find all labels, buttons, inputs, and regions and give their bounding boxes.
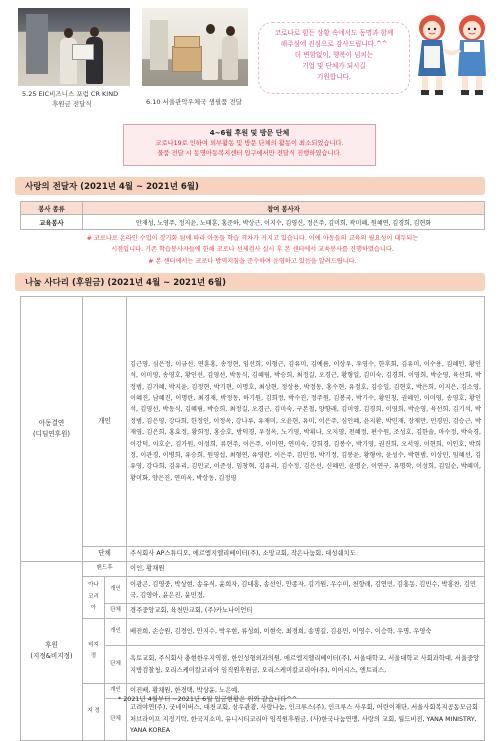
anakorea-corporate-label: 단체 xyxy=(105,604,127,619)
child-sponsorship-label-line1: 아동결연 xyxy=(38,418,65,427)
sponsor-label-line2: (지정&비지정) xyxy=(30,652,73,660)
volunteer-note: # 본 센터에서는 코로나 방역지침을 준수하여 운영하고 있음을 알려드립니다. xyxy=(148,258,357,265)
anakorea-category-line1: 아나 xyxy=(88,582,99,589)
footer-note: * 2021년 4월부터 ~2021년 6월 입금현황은 위와 같습니다^^ xyxy=(118,695,298,703)
photo-caption-right: 6.10 서울관악우체국 생필품 전달 xyxy=(146,98,243,106)
band-donors: 이인, 황채원 xyxy=(127,562,485,577)
volunteer-type-cell: 교육봉사 xyxy=(21,215,83,230)
nondesignated-corporate-label: 단체 xyxy=(105,646,127,684)
nondesignated-category: 비지정 xyxy=(83,619,105,684)
thank-you-line: 기업 및 단체가 되시길 xyxy=(302,62,366,70)
designated-individual-label: 개인 xyxy=(105,684,127,699)
designated-category: 지 정 xyxy=(83,684,105,741)
individual-donors: 김근영, 심은정, 이금선, 연훈홍, 송정현, 임선희, 이형근, 김유미, 김예름, 이상우, 우영수, 한후회, 김유미, 이수용, 김혜인, 황인석, 이미영, 송영호, 황인선, 김영선, 박동식, 김혜림, 박승희, 최정길, 오경근, 황형일, 김미숙, 김경희, 이영희, 박순영, 육선희, 박정범, 김기혜, 박지윤, 김정현, 박기현, 이명호, 최상현, 정상용, 박정동, 홍수현, 유정호, 김승일, 김현호, 박은희, 이지은, 김소영, 이혜진, 남혜진, 이명란, 최경재, 박정동, 하기원, 김희정, 박수진, 정주원, 김봉국, 박기수, 황인칭, 권혜인, 이미영, 송영호, 황인석, 김영선, 박동식, 김혜림, 박승희, 최정길, 오경근, 김미숙, 구본철, 양향래, 김미영, 김경희, 이영희, 박순영, 육선희, 김기석, 박정범, 김은영, 강다희, 한정인, 이정옥, 강나루, 유재미, 오윤현, 유미, 이은주, 심인혜, 윤지환, 박민재, 장재만, 민경민, 김승근, 박재영, 김은희, 홍효정, 황희정, 홍승호, 방덕경, 우정옥, 노기영, 박휘나, 오지영, 천혜정, 편수원, 조성호, 김한솔, 마수정, 박숙경, 이강덕, 이호순, 김가원, 이성희, 류현주, 이은주, 이미연, 연미숙, 강희경, 김봉수, 박기영, 권진희, 오서영, 이현희, 이인호, 박희정, 이관경, 이병희, 유승희, 원영섭, 최형연, 유영란, 이은주, 김민정, 박기정, 김봉윤, 황형야, 윤성수, 박현범, 이상민, 임혜선, 김유영, 강다희, 김유리, 김민교, 이준성, 임창혁, 김유리, 김수정, 김은선, 신혜민, 윤명순, 이연구, 유명학, 이성희, 김일순, 박혜미, 황미화, 양은진, 연미옥, 박상동, 김정영 xyxy=(127,297,485,547)
photo-caption-left-line1: 5.25 EIC비즈니스 포럼 CR KIND xyxy=(22,90,119,98)
volunteer-note: 시점입니다. 기존 학습봉사자들에 한해 코로나 선제검사 실시 후 본 센터에서 교육봉사를 진행하였습니다. xyxy=(111,246,394,253)
photo-supplies-delivery xyxy=(142,8,248,86)
corporate-donors: 주식회사 AP스튜디오, 에르엠지엘리베이터(주), 소망교회, 작은나눔회, 대성쉐치도 xyxy=(127,547,485,562)
sponsor-label xyxy=(21,562,83,741)
thank-you-line: 해주심에 진심으로 감사드립니다.^^ xyxy=(280,40,388,48)
photo-donation-ceremony xyxy=(18,8,130,86)
designated-corporate-label: 단체 xyxy=(105,699,127,741)
corporate-category: 단체 xyxy=(83,547,127,562)
thank-you-line: 기원합니다. xyxy=(317,73,351,81)
anakorea-category xyxy=(83,577,105,619)
nondesignated-individual-label: 개인 xyxy=(105,619,127,646)
nondesignated-individual-donors: 배진희, 손승원, 김경인, 안지수, 박우현, 류성희, 이현숙, 최경희, 송명길, 김용민, 이영수, 이승학, 우명, 우영숙 xyxy=(127,619,485,646)
thank-you-message xyxy=(258,22,410,94)
donation-table xyxy=(20,296,485,741)
volunteer-table xyxy=(20,201,485,230)
anakorea-individual-label: 개인 xyxy=(105,577,127,604)
thank-you-line: 더 변함없이, 행복이 넘치는 xyxy=(294,51,374,59)
anakorea-corporate-donors: 경주중앙교회, 육천만교회, (주)카노나이언티 xyxy=(127,604,485,619)
donation-section-title: 나눔 사다리 (후원금) (2021년 4월 ~ 2021년 6월) xyxy=(25,278,227,288)
anakorea-individual-donors: 이광곤, 김영중, 박상현, 송유식, 윤희자, 김대홍, 송선인, 안종자, 김기원, 우수미, 천향래, 김연민, 김홍동, 김민수, 박홍찬, 김민국, 김영아, 윤은진, 윤민정, xyxy=(127,577,485,604)
individual-category: 개인 xyxy=(83,297,127,547)
designated-corporate-donors: 고려야연(주), 굿네이버스, 대천교회, 삼우관광, 사랑나눔, 인크루스(주), 인크루스 사우회, 어린이재단, 서울사회복지공동모금회 처브라이프 지정기탁, 한국지소미, 유니시티코리아 임직원후원금, (사)한국나눔연맹, 사랑의 교회, 월드비전, YANA MINISTRY, YANA KOREA xyxy=(127,699,485,741)
thank-you-line: 코로나로 힘든 상황 속에서도 동명과 함께 xyxy=(274,29,394,37)
volunteer-section-title: 사랑의 전달자 (2021년 4월 ~ 2021년 6월) xyxy=(25,182,199,192)
designated-individual-donors: 이진배, 황채원, 한경택, 박상윤, 노은예, xyxy=(127,684,485,699)
photo-caption-left-line2: 후원금 전달식 xyxy=(52,100,92,108)
donation-section-header xyxy=(15,273,485,291)
volunteer-type-header: 봉사 종류 xyxy=(21,202,83,215)
doll-illustration xyxy=(412,6,494,102)
volunteer-section-header xyxy=(15,177,485,195)
notice-title: 4~6월 후원 및 방문 단체 xyxy=(209,129,290,137)
band-category: 밴드후 xyxy=(83,562,127,577)
volunteer-participants-header: 참여 봉사자 xyxy=(83,202,485,215)
child-sponsorship-label-line2: (디딤연후원) xyxy=(33,430,70,438)
volunteer-participants-cell: 안재성, 노영주, 정지윤, 노태훈, 홍준하, 박상근, 이지수, 김영신, 정은주, 김미희, 곽미혜, 원혜연, 김경희, 김현화 xyxy=(83,215,485,230)
anakorea-category-line2: 코리아 xyxy=(88,593,99,612)
nondesignated-corporate-donors: 옥토교회, 주식회사 충현한우지역점, 한인성형외과의원, 에르엠지엘리베이터(주), 서울대학교, 서울대학교 사회과학대, 서울중앙지방검찰청, 오리스케미칼코리아 임직원후원금, 오리스케미칼코리아(주), 이어시스, 엔트리스, xyxy=(127,646,485,684)
sponsor-label-line1: 후원 xyxy=(45,640,58,649)
child-sponsorship-label xyxy=(21,297,83,562)
volunteer-note: # 코로나로 온라인 수업이 장기화 됨에 따라 아동들 학습 격차가 커지고 있습니다. 이에 아동들의 교육의 필요성이 대두되는 xyxy=(86,235,419,242)
notice-line: 코로나19로 인하여 외부활동 및 방문 단체의 활동이 최소되었습니다. xyxy=(155,140,344,147)
notice-line: 물품 전달 시 동명아동복지센터 입구에서만 전달식 진행하였습니다. xyxy=(157,150,342,157)
visit-notice-box xyxy=(123,124,376,166)
